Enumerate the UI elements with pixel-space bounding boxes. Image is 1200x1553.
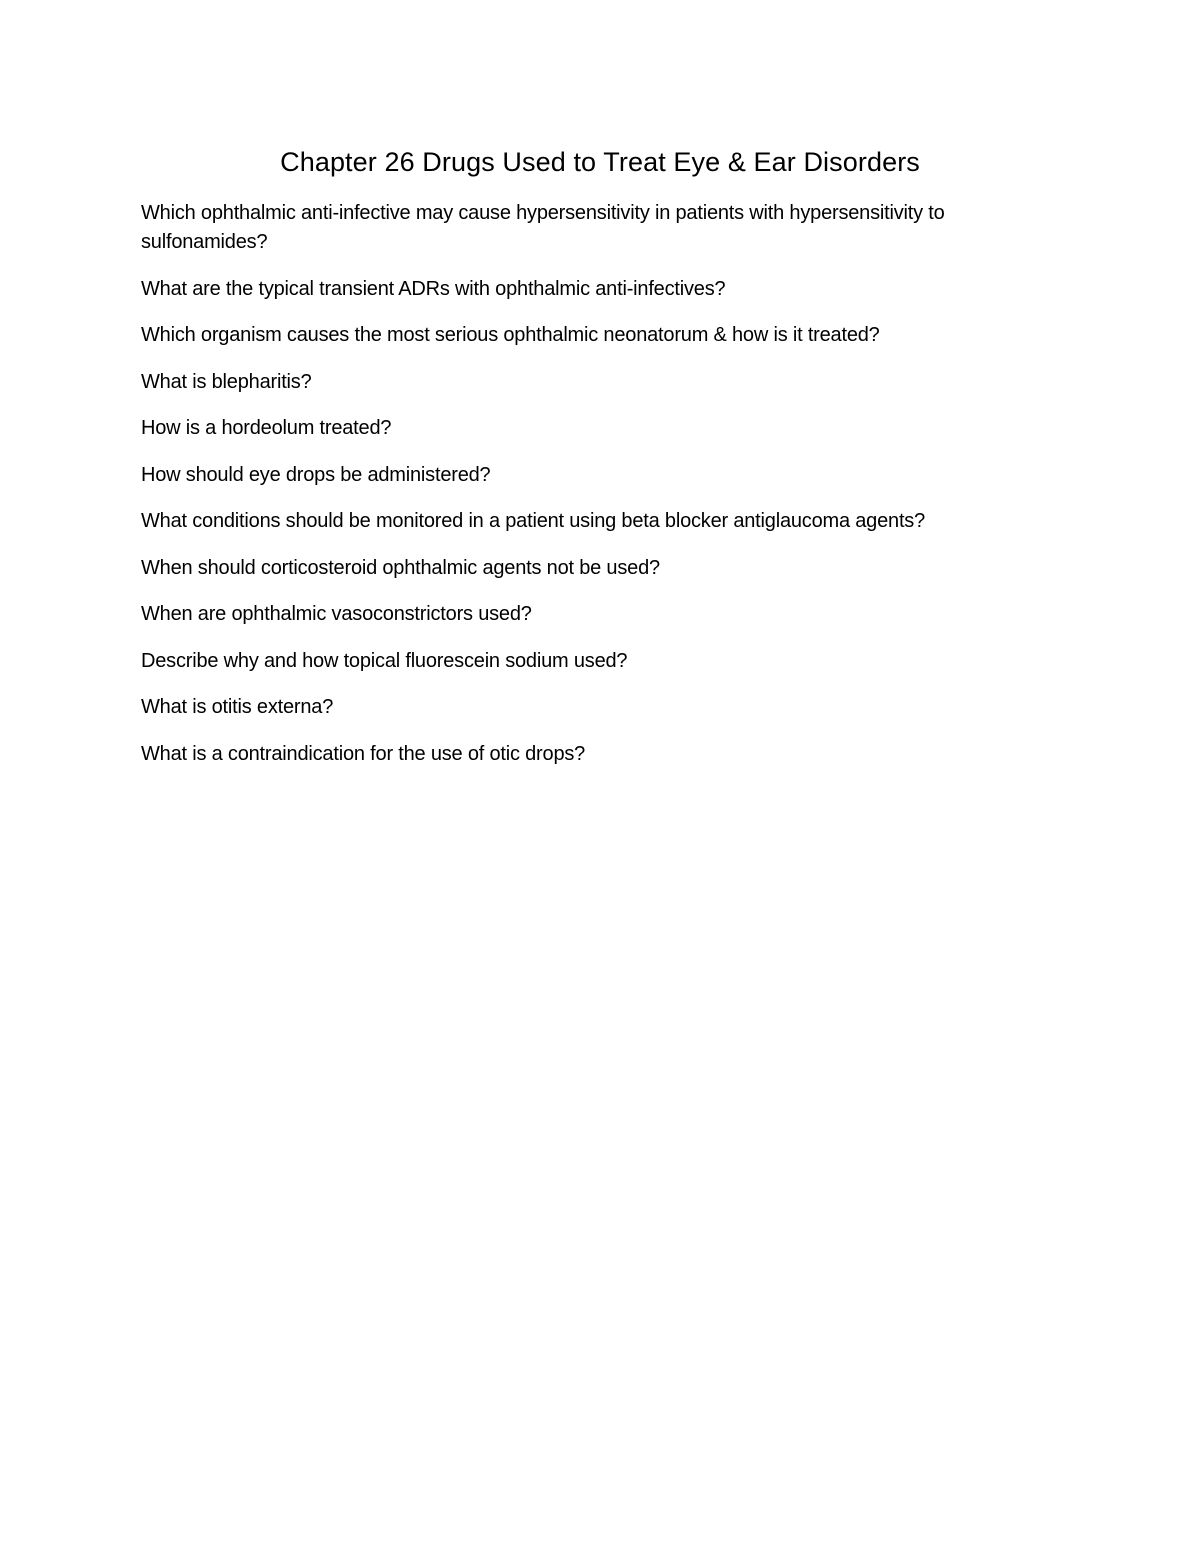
question-item: What is a contraindication for the use of otic drops? xyxy=(141,742,586,765)
question-item: What is otitis externa? xyxy=(141,696,334,718)
question-item: Describe why and how topical fluorescein sodium used? xyxy=(141,649,628,672)
question-item: What conditions should be monitored in a patient using beta blocker antiglaucoma agents? xyxy=(141,510,926,532)
question-item: Which organism causes the most serious ophthalmic neonatorum & how is it treated? xyxy=(141,324,880,346)
question-item: When should corticosteroid ophthalmic agents not be used? xyxy=(141,556,660,579)
question-item: How should eye drops be administered? xyxy=(141,463,491,486)
question-item: What is blepharitis? xyxy=(141,370,312,393)
question-item: When are ophthalmic vasoconstrictors used? xyxy=(141,603,532,625)
document-title: Chapter 26 Drugs Used to Treat Eye & Ear Disorders xyxy=(280,147,920,177)
question-list xyxy=(141,199,1071,786)
question-item: What are the typical transient ADRs with ophthalmic anti-infectives? xyxy=(141,277,726,300)
question-item: Which ophthalmic anti-infective may cause hypersensitivity in patients with hypersensitivity to sulfonamides? xyxy=(141,202,945,253)
question-item: How is a hordeolum treated? xyxy=(141,417,392,439)
